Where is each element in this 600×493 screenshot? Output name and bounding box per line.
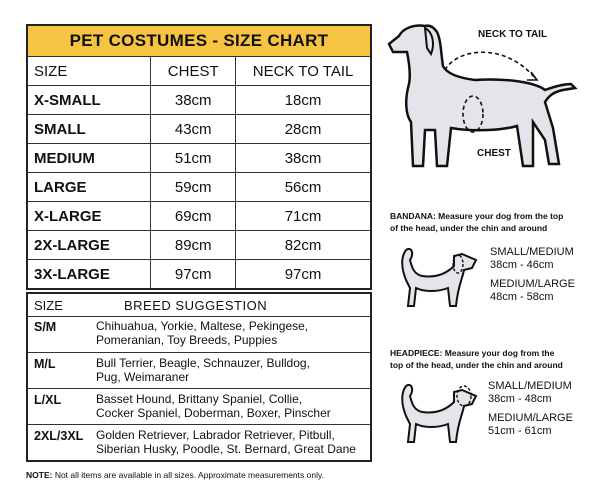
headpiece-dog-illustration: [392, 376, 482, 448]
neck-value: 56cm: [236, 173, 371, 202]
neck-value: 28cm: [236, 115, 371, 144]
chest-value: 59cm: [151, 173, 236, 202]
breed-row: [28, 352, 370, 389]
breed-list: Basset Hound, Brittany Spaniel, Collie, Cocker Spaniel, Doberman, Boxer, Pinscher: [96, 392, 331, 420]
size-name: SMALL: [27, 115, 151, 144]
bandana-instruction: BANDANA: Measure your dog from the top of the head, under the chin and around: [390, 211, 564, 233]
size-name: LARGE: [27, 173, 151, 202]
chest-value: 38cm: [151, 86, 236, 115]
breed-size-code: S/M: [34, 320, 57, 334]
size-name: X-LARGE: [27, 202, 151, 231]
breed-table-header: [28, 294, 370, 317]
size-row: [27, 144, 371, 173]
size-row: [27, 115, 371, 144]
size-row: [27, 86, 371, 115]
size-header: SIZE: [27, 57, 151, 86]
breed-row: [28, 388, 370, 425]
chest-value: 43cm: [151, 115, 236, 144]
arrowhead: [527, 72, 537, 80]
size-chart-table: [26, 24, 372, 290]
size-name: MEDIUM: [27, 144, 151, 173]
size-row: [27, 202, 371, 231]
headpiece-ml-label: MEDIUM/LARGE: [488, 412, 573, 424]
bandana-ml-value: 48cm - 58cm: [490, 291, 554, 303]
bandana-ml-label: MEDIUM/LARGE: [490, 278, 575, 290]
chest-label: CHEST: [477, 148, 511, 159]
note-text: Not all items are available in all sizes. Approximate measurements only.: [52, 470, 324, 480]
breed-list: Golden Retriever, Labrador Retriever, Pitbull, Siberian Husky, Poodle, St. Bernard, Great Dane: [96, 428, 356, 456]
neck-value: 38cm: [236, 144, 371, 173]
breed-size-code: M/L: [34, 357, 56, 371]
breed-size-header: SIZE: [34, 298, 63, 313]
bandana-sm-value: 38cm - 46cm: [490, 259, 554, 271]
neck-value: 18cm: [236, 86, 371, 115]
chest-header: CHEST: [151, 57, 236, 86]
chest-value: 51cm: [151, 144, 236, 173]
neck-to-tail-header: NECK TO TAIL: [236, 57, 371, 86]
headpiece-sm-label: SMALL/MEDIUM: [488, 380, 572, 392]
dog-silhouette: [402, 249, 476, 306]
note-label: NOTE:: [26, 470, 53, 480]
breed-list: Bull Terrier, Beagle, Schnauzer, Bulldog, Pug, Weimaraner: [96, 356, 310, 384]
breed-suggestion-table: [26, 292, 372, 462]
neck-value: 71cm: [236, 202, 371, 231]
breed-size-code: L/XL: [34, 393, 62, 407]
dog-silhouette: [389, 25, 575, 166]
headpiece-instruction: HEADPIECE: Measure your dog from the top of the head, under the chin and around: [390, 348, 563, 370]
size-name: 2X-LARGE: [27, 231, 151, 260]
bandana-dog-illustration: [392, 240, 482, 312]
breed-suggestion-header: BREED SUGGESTION: [124, 298, 268, 313]
size-row: [27, 231, 371, 260]
headpiece-sm-value: 38cm - 48cm: [488, 393, 552, 405]
chest-value: 69cm: [151, 202, 236, 231]
headpiece-ml-value: 51cm - 61cm: [488, 425, 552, 437]
breed-size-code: 2XL/3XL: [34, 429, 84, 443]
dog-silhouette: [402, 385, 476, 442]
breed-row: [28, 424, 370, 461]
chest-value: 97cm: [151, 260, 236, 290]
headpiece-sizes: [488, 380, 573, 438]
footnote: [26, 470, 324, 480]
dog-body-illustration: [385, 18, 585, 188]
neck-to-tail-arrow: [445, 52, 535, 78]
neck-value: 82cm: [236, 231, 371, 260]
breed-row: [28, 316, 370, 352]
size-row: [27, 173, 371, 202]
bandana-sm-label: SMALL/MEDIUM: [490, 246, 574, 258]
breed-list: Chihuahua, Yorkie, Maltese, Pekingese, Pomeranian, Toy Breeds, Puppies: [96, 319, 309, 347]
neck-value: 97cm: [236, 260, 371, 290]
size-chart-title: PET COSTUMES - SIZE CHART: [27, 25, 371, 57]
neck-to-tail-label: NECK TO TAIL: [478, 29, 548, 40]
chest-value: 89cm: [151, 231, 236, 260]
size-name: X-SMALL: [27, 86, 151, 115]
size-row: [27, 260, 371, 290]
bandana-sizes: [490, 246, 575, 304]
size-name: 3X-LARGE: [27, 260, 151, 290]
